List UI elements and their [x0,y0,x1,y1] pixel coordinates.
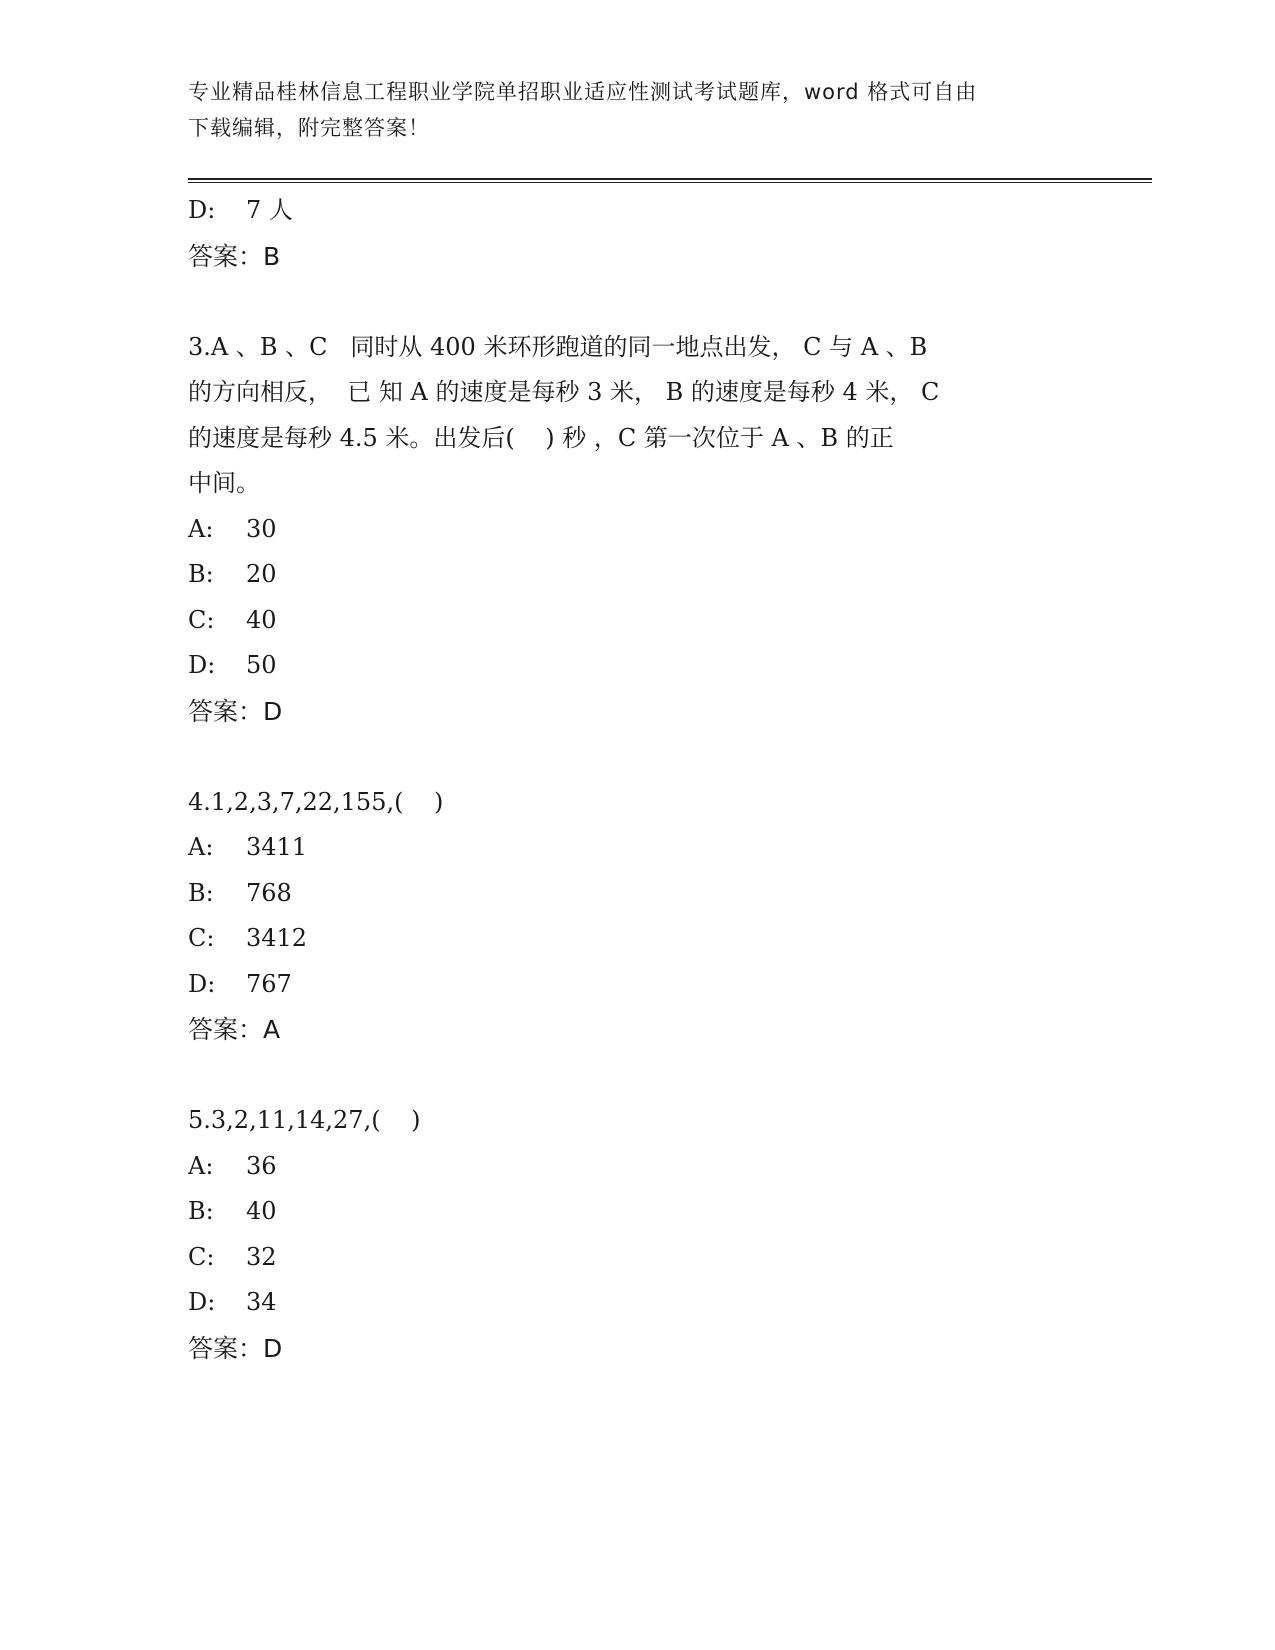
q4-option-b [188,871,1088,917]
option-text: 40 [246,605,277,634]
option-key: C: [188,924,215,952]
option-text: 7 人 [246,196,293,224]
option-text: 20 [246,560,277,588]
q3-stem-line-1: 3.A 、B 、C 同时从 400 米环形跑道的同一地点出发， C 与 A 、B [188,332,928,361]
option-text: 30 [246,514,277,543]
q4-stem: 4.1,2,3,7,22,155,( ) [188,787,444,816]
header-divider-thick [188,178,1152,180]
option-key: A: [188,833,214,861]
option-key: D: [188,651,216,679]
q4-option-a [188,825,1088,871]
spacer [188,279,1088,325]
option-text: 40 [246,1197,277,1225]
q3-stem-line-3: 的速度是每秒 4.5 米。出发后( ) 秒 ，C 第一次位于 A 、B 的正 [188,423,894,452]
option-key: A: [188,514,214,543]
option-text: 768 [246,878,292,907]
q3-option-a [188,507,1088,553]
option-text: 767 [246,969,292,998]
q3-stem [188,325,1088,507]
option-key: B: [188,1197,214,1225]
q3-stem-line-4: 中间。 [188,469,260,497]
option-text: 3411 [246,833,308,861]
q5-answer: 答案：D [188,1333,283,1363]
q5-stem: 5.3,2,11,14,27,( ) [188,1106,421,1134]
option-key: B: [188,878,214,907]
q4-option-d [188,962,1088,1008]
q3-option-c [188,598,1088,644]
q2-option-d [188,188,1088,234]
q4-answer: 答案：A [188,1015,281,1044]
q5-option-c [188,1235,1088,1281]
q2-answer: 答案：B [188,241,281,271]
question-content [188,188,1088,1371]
option-text: 3412 [246,924,308,952]
header-line-1: 专业精品桂林信息工程职业学院单招职业适应性测试考试题库，word 格式可自由 [188,80,978,104]
q4-option-c [188,916,1088,962]
spacer [188,734,1088,780]
q3-answer: 答案：D [188,696,283,726]
option-key: C: [188,1242,215,1271]
q5-option-d [188,1280,1088,1326]
q3-option-d [188,643,1088,689]
option-text: 32 [246,1242,277,1271]
option-key: D: [188,196,216,224]
header-line-2: 下载编辑，附完整答案！ [188,116,430,140]
option-key: B: [188,560,214,588]
option-key: D: [188,969,216,998]
option-text: 50 [246,651,277,679]
option-text: 34 [246,1288,277,1316]
spacer [188,1053,1088,1099]
q5-option-a [188,1144,1088,1190]
option-text: 36 [246,1151,277,1180]
document-header [188,74,1068,146]
option-key: A: [188,1151,214,1180]
option-key: D: [188,1288,216,1316]
option-key: C: [188,605,215,634]
q3-option-b [188,552,1088,598]
header-divider-thin [188,182,1152,183]
q3-stem-line-2: 的方向相反， 已 知 A 的速度是每秒 3 米， B 的速度是每秒 4 米， C [188,378,940,406]
q5-option-b [188,1189,1088,1235]
